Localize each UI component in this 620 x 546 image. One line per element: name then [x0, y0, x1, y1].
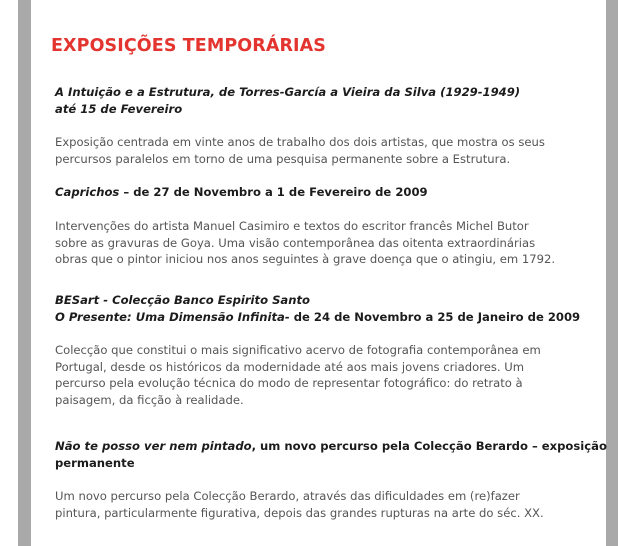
right-frame-border	[606, 0, 618, 546]
exhibition-2-description-line-1: Intervenções do artista Manuel Casimiro e textos do escritor francês Michel Butor	[55, 219, 529, 233]
exhibition-3-description-line-2: Portugal, desde os históricos da modernidade até aos mais jovens criadores. Um	[55, 359, 525, 374]
exhibition-4-description-line-1: Um novo percurso pela Colecção Berardo, através das dificuldades em (re)fazer	[55, 489, 520, 503]
exhibition-4-description-line-2: pintura, particularmente figurativa, depois das grandes rupturas na arte do séc. XX.	[55, 505, 544, 520]
exhibition-3-description-line-3: percurso pela evolução técnica do modo de representar fotográfico: do retrato à	[55, 376, 523, 390]
exhibition-2-title-dates: – de 27 de Novembro a 1 de Fevereiro de 2009	[119, 185, 428, 199]
exhibition-1-description-line-2: percursos paralelos em torno de uma pesquisa permanente sobre a Estrutura.	[55, 151, 511, 166]
exhibition-2-description-line-2: sobre as gravuras de Goya. Uma visão contemporânea das oitenta extraordinárias	[55, 235, 536, 250]
exhibition-4-description	[55, 488, 595, 521]
exhibition-3-description	[55, 342, 595, 408]
exhibition-3-title	[55, 292, 595, 325]
exhibition-1-title-line-1: A Intuição e a Estrutura, de Torres-García a Vieira da Silva (1929-1949)	[55, 85, 521, 99]
exhibition-4-title-rest: , um novo percurso pela Colecção Berardo – exposição	[251, 439, 607, 453]
page-title: EXPOSIÇÕES TEMPORÁRIAS	[51, 36, 326, 56]
exhibition-4-title	[55, 438, 607, 471]
exhibition-3-description-line-1: Colecção que constitui o mais significativo acervo de fotografia contemporânea em	[55, 343, 541, 357]
exhibition-1-description	[55, 134, 595, 167]
exhibition-3-description-line-4: paisagem, da ficção à realidade.	[55, 392, 244, 407]
exhibition-2-description-line-3: obras que o pintor iniciou nos anos seguintes à grave doença que o atingiu, em 1792.	[55, 252, 556, 266]
exhibition-3-title-dates: de 24 de Novembro a 25 de Janeiro de 2009	[289, 309, 581, 324]
exhibition-3-title-line-1: BESart - Colecção Banco Espirito Santo	[55, 293, 311, 307]
exhibition-1-description-line-1: Exposição centrada em vinte anos de trabalho dos dois artistas, que mostra os seus	[55, 135, 545, 149]
exhibition-1-title	[55, 84, 595, 117]
left-frame-border	[18, 0, 31, 546]
exhibition-2-description	[55, 218, 595, 268]
exhibition-2-title	[55, 184, 595, 201]
content-panel	[31, 0, 606, 546]
exhibition-2-title-italic: Caprichos	[55, 185, 120, 199]
exhibition-3-title-italic: O Presente: Uma Dimensão Infinita-	[55, 309, 290, 324]
exhibition-4-title-line-2: permanente	[55, 455, 135, 470]
exhibition-4-title-italic: Não te posso ver nem pintado	[55, 439, 252, 453]
exhibition-1-title-line-2: até 15 de Fevereiro	[55, 101, 183, 116]
